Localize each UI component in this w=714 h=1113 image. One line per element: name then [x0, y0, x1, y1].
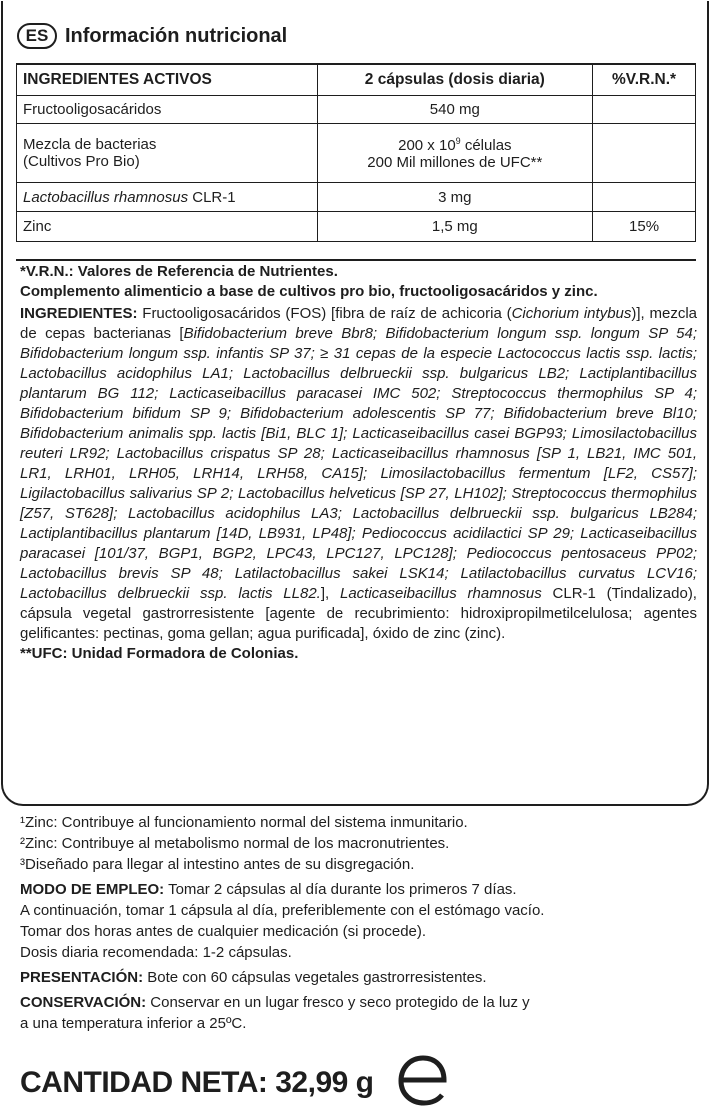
row-name — [17, 124, 318, 183]
row-name-rest: CLR-1 — [188, 188, 236, 206]
claim-2: ²Zinc: Contribuye al metabolismo normal de los macronutrientes. — [20, 835, 450, 852]
ingredients-text-2: )], mezcla de cepas bacterianas [ — [20, 305, 697, 342]
row-name — [17, 183, 318, 212]
row-amount: 1,5 mg — [317, 212, 592, 242]
ingredients-text-3: ], — [320, 585, 340, 602]
row-vrn — [593, 96, 696, 124]
usage-line-1 — [20, 879, 700, 900]
storage-line-2: a una temperatura inferior a 25ºC. — [20, 1015, 247, 1032]
col-header-vrn: %V.R.N.* — [593, 65, 696, 96]
presentation-text: Bote con 60 cápsulas vegetales gastrorresistentes. — [143, 969, 487, 986]
amount-exponent: 9 — [455, 135, 461, 146]
presentation-line — [20, 967, 700, 988]
row-amount: 3 mg — [317, 183, 592, 212]
table-row — [17, 183, 696, 212]
usage-line-2: A continuación, tomar 1 cápsula al día, preferiblemente con el estómago vacío. — [20, 902, 545, 919]
claim-1: ¹Zinc: Contribuye al funcionamiento normal del sistema inmunitario. — [20, 814, 468, 831]
amount-base: 200 x 10 — [398, 136, 456, 154]
ufc-definition: **UFC: Unidad Formadora de Colonias. — [20, 645, 299, 662]
ingredients-italic-3: Lacticaseibacillus rhamnosus — [339, 585, 542, 602]
usage-line-3: Tomar dos horas antes de cualquier medicación (si procede). — [20, 923, 427, 940]
row-vrn: 15% — [593, 212, 696, 242]
usage-label: MODO DE EMPLEO: — [20, 881, 165, 898]
storage-label: CONSERVACIÓN: — [20, 994, 147, 1011]
panel-title: Información nutricional — [65, 24, 288, 47]
table-header-row — [17, 65, 696, 96]
nutrition-table — [16, 64, 696, 242]
ingredients-paragraph — [20, 304, 697, 644]
usage-line-4: Dosis diaria recomendada: 1-2 cápsulas. — [20, 944, 292, 961]
vrn-definition: *V.R.N.: Valores de Referencia de Nutrientes. — [20, 263, 338, 280]
net-quantity: CANTIDAD NETA: 32,99 g — [20, 1066, 374, 1099]
usage-text: Tomar 2 cápsulas al día durante los primeros 7 días. — [164, 881, 517, 898]
row-amount-line1 — [324, 136, 586, 154]
storage-text: Conservar en un lugar fresco y seco protegido de la luz y — [146, 994, 530, 1011]
row-amount-line2: 200 Mil millones de UFC** — [367, 153, 543, 171]
claim-3: ³Diseñado para llegar al intestino antes de su disgregación. — [20, 856, 415, 873]
notes-block — [20, 262, 697, 664]
table-row — [17, 124, 696, 183]
col-header-ingredients: INGREDIENTES ACTIVOS — [17, 65, 318, 96]
col-header-dose: 2 cápsulas (dosis diaria) — [317, 65, 592, 96]
presentation-label: PRESENTACIÓN: — [20, 969, 144, 986]
panel-header — [17, 21, 287, 51]
usage-block — [20, 812, 700, 1034]
ingredients-text-4: CLR-1 (Tindalizado), cápsula vegetal gastrorresistente [agente de recubrimiento: hidroxipropilmetilcelulosa; agentes gelificantes: pectinas, goma gellan; agua purificada], óxido de zinc (zinc). — [20, 585, 697, 642]
table-row — [17, 212, 696, 242]
table-bottom-rule — [16, 259, 696, 261]
row-name-italic: Lactobacillus rhamnosus — [23, 188, 189, 206]
row-name: Fructooligosacáridos — [17, 96, 318, 124]
table-row — [17, 96, 696, 124]
amount-unit: células — [460, 136, 512, 154]
row-vrn — [593, 124, 696, 183]
storage-line-1 — [20, 992, 700, 1013]
row-vrn — [593, 183, 696, 212]
complement-statement: Complemento alimenticio a base de cultivos pro bio, fructooligosacáridos y zinc. — [20, 283, 598, 300]
ingredients-italic-2: Bifidobacterium breve Bbr8; Bifidobacterium longum ssp. longum SP 54; Bifidobacterium longum ssp. infantis SP 37; ≥ 31 cepas de la especie Lactococcus lactis ssp. lactis; Lactobacillus acidophilus LA1; Lactobacillus delbrueckii ssp. bulgaricus LB2; Lactiplantibacillus plantarum BG 112; Lacticaseibacillus paracasei IMC 502; Streptococcus thermophilus SP 4; Bifidobacterium bifidum SP 9; Bifidobacterium adolescentis SP 77; Bifidobacterium breve Bl10; Bifidobacterium animalis spp. lactis [Bi1, BLC 1]; Lacticaseibacillus casei BGP93; Limosilactobacillus reuteri LR92; Lactobacillus crispatus SP 28; Lacticaseibacillus rhamnosus [SP 1, LB21, IMC 501, LR1, LRH01, LRH05, LRH14, LRH58, CA15]; Limosilactobacillus fermentum [LF2, CS57]; Ligilactobacillus salivarius SP 2; Lactobacillus helveticus [SP 27, LH102]; Streptococcus thermophilus [Z57, ST628]; Lactobacillus acidophilus LA3; Lactobacillus delbrueckii ssp. bulgaricus LB284; Lactiplantibacillus plantarum [14D, LB931, LP48]; Pediococcus acidilactici SP 29; Lacticaseibacillus paracasei [101/37, BGP1, BGP2, LPC43, LPC127, LPC128]; Pediococcus pentosaceus PP02; Lactobacillus brevis SP 48; Latilactobacillus sakei LSK14; Latilactobacillus curvatus LCV16; Lactobacillus delbrueckii ssp. lactis LL82. — [20, 325, 697, 602]
row-amount — [317, 124, 592, 183]
ingredients-italic-1: Cichorium intybus — [511, 305, 632, 322]
language-badge: ES — [17, 23, 57, 49]
row-name-line2: (Cultivos Pro Bio) — [23, 153, 140, 170]
ingredients-label: INGREDIENTES: — [20, 305, 138, 322]
estimated-sign-icon — [394, 1050, 452, 1108]
row-name: Zinc — [17, 212, 318, 242]
row-name-line1: Mezcla de bacterias — [23, 136, 157, 153]
row-amount: 540 mg — [317, 96, 592, 124]
ingredients-text-1: Fructooligosacáridos (FOS) [fibra de raíz de achicoria ( — [137, 305, 512, 322]
